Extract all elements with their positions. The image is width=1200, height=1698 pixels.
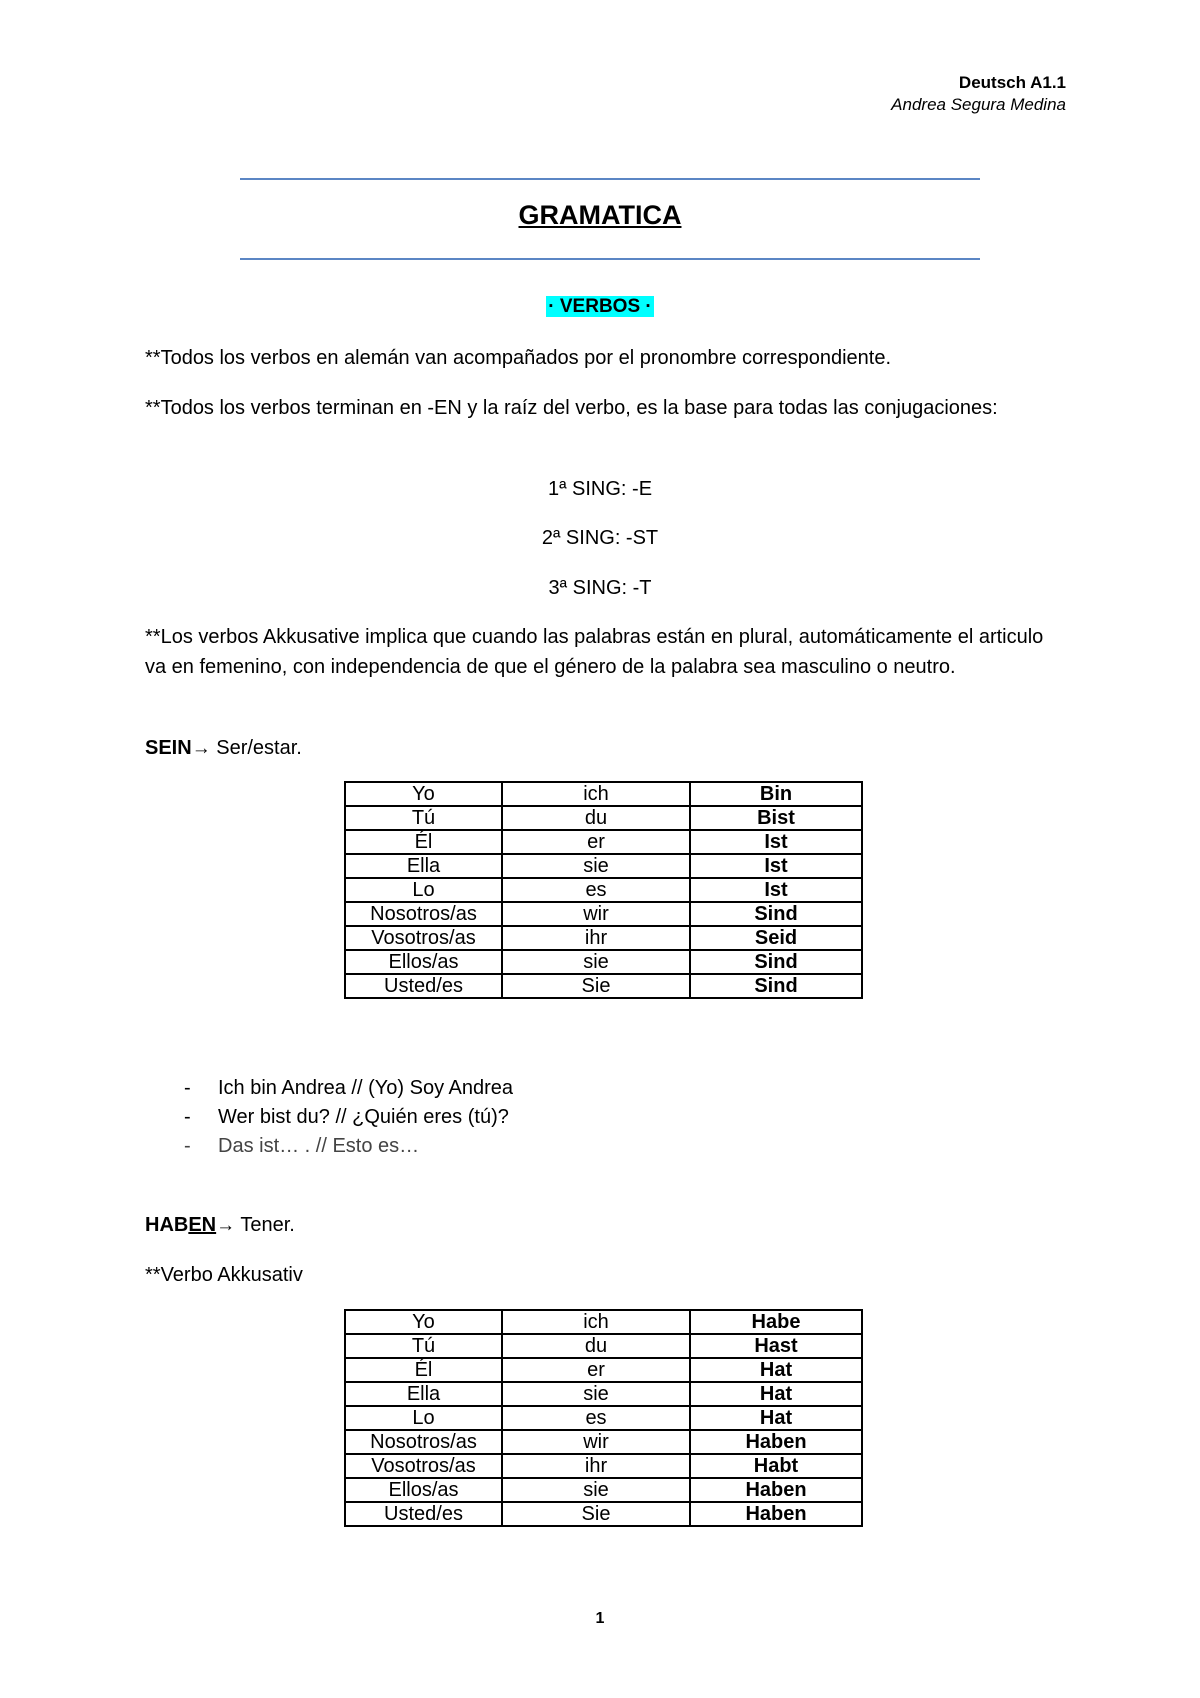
table-row xyxy=(345,1382,862,1406)
pronoun-es: Lo xyxy=(345,1406,502,1430)
verb-form: Haben xyxy=(690,1478,862,1502)
title-rule-top xyxy=(240,178,980,180)
haben-heading xyxy=(145,1210,1063,1241)
pronoun-es: Yo xyxy=(345,782,502,806)
pronoun-de: sie xyxy=(502,1382,690,1406)
verb-form: Habe xyxy=(690,1310,862,1334)
verb-form: Bin xyxy=(690,782,862,806)
haben-note: **Verbo Akkusativ xyxy=(145,1264,303,1286)
ending-1: 1ª SING: -E xyxy=(547,478,653,500)
title-rule-bottom xyxy=(240,258,980,260)
pronoun-es: Ellos/as xyxy=(345,950,502,974)
verb-form: Habt xyxy=(690,1454,862,1478)
sein-meaning: Ser/estar. xyxy=(210,737,302,759)
paragraph-2: **Todos los verbos terminan en -EN y la raíz del verbo, es la base para todas las conjugaciones: xyxy=(145,397,998,419)
pronoun-es: Nosotros/as xyxy=(345,902,502,926)
pronoun-es: Él xyxy=(345,830,502,854)
pronoun-de: es xyxy=(502,878,690,902)
paragraph-3: **Los verbos Akkusative implica que cuando las palabras están en plural, automáticamente el articulo va en femenino, con independencia de que el género de la palabra sea masculino o neutro. xyxy=(145,626,1044,678)
pronoun-es: Tú xyxy=(345,806,502,830)
haben-table xyxy=(344,1309,863,1527)
section-heading-label: · VERBOS · xyxy=(548,296,652,317)
table-row xyxy=(345,1454,862,1478)
verb-form: Hat xyxy=(690,1406,862,1430)
table-row xyxy=(345,1430,862,1454)
table-row xyxy=(345,830,862,854)
pronoun-de: ihr xyxy=(502,1454,690,1478)
pronoun-de: Sie xyxy=(502,1502,690,1526)
pronoun-es: Ellos/as xyxy=(345,1478,502,1502)
pronoun-es: Vosotros/as xyxy=(345,1454,502,1478)
haben-verb-ending: EN xyxy=(188,1214,217,1236)
table-row xyxy=(345,1334,862,1358)
table-row xyxy=(345,806,862,830)
verb-form: Ist xyxy=(690,878,862,902)
verb-form: Ist xyxy=(690,830,862,854)
pronoun-de: sie xyxy=(502,854,690,878)
table-row xyxy=(345,950,862,974)
table-row xyxy=(345,1406,862,1430)
ending-2: 2ª SING: -ST xyxy=(541,527,659,549)
sein-table xyxy=(344,781,863,999)
verb-form: Bist xyxy=(690,806,862,830)
table-row xyxy=(345,926,862,950)
pronoun-es: Usted/es xyxy=(345,974,502,998)
pronoun-de: wir xyxy=(502,902,690,926)
pronoun-es: Lo xyxy=(345,878,502,902)
verb-form: Hat xyxy=(690,1382,862,1406)
haben-verb xyxy=(145,1214,216,1236)
pronoun-de: ihr xyxy=(502,926,690,950)
page-number: 1 xyxy=(595,1610,605,1627)
pronoun-de: er xyxy=(502,1358,690,1382)
page-title: GRAMATICA xyxy=(518,200,682,230)
list-item: - Ich bin Andrea // (Yo) Soy Andrea xyxy=(180,1074,513,1103)
paragraph-1: **Todos los verbos en alemán van acompañados por el pronombre correspondiente. xyxy=(145,347,892,369)
verb-form: Hast xyxy=(690,1334,862,1358)
example-list xyxy=(180,1074,513,1161)
sein-verb: SEIN xyxy=(145,737,192,759)
table-row xyxy=(345,1502,862,1526)
pronoun-es: Ella xyxy=(345,1382,502,1406)
pronoun-es: Ella xyxy=(345,854,502,878)
sein-heading xyxy=(145,733,1063,764)
pronoun-es: Yo xyxy=(345,1310,502,1334)
verb-form: Sind xyxy=(690,902,862,926)
pronoun-es: Tú xyxy=(345,1334,502,1358)
pronoun-de: ich xyxy=(502,1310,690,1334)
pronoun-de: Sie xyxy=(502,974,690,998)
verb-form: Haben xyxy=(690,1502,862,1526)
pronoun-es: Vosotros/as xyxy=(345,926,502,950)
course-name: Deutsch A1.1 xyxy=(958,73,1066,92)
haben-meaning: Tener. xyxy=(235,1214,295,1236)
verb-form: Haben xyxy=(690,1430,862,1454)
section-heading xyxy=(0,296,1200,318)
pronoun-de: ich xyxy=(502,782,690,806)
pronoun-es: Nosotros/as xyxy=(345,1430,502,1454)
table-row xyxy=(345,854,862,878)
table-row xyxy=(345,902,862,926)
author-name: Andrea Segura Medina xyxy=(891,95,1066,114)
list-item: - Wer bist du? // ¿Quién eres (tú)? xyxy=(180,1103,513,1132)
table-row xyxy=(345,1478,862,1502)
verb-form: Hat xyxy=(690,1358,862,1382)
page-header xyxy=(891,72,1066,116)
verb-form: Sind xyxy=(690,950,862,974)
haben-verb-stem: HAB xyxy=(145,1214,189,1236)
pronoun-de: wir xyxy=(502,1430,690,1454)
pronoun-de: sie xyxy=(502,950,690,974)
ending-3: 3ª SING: -T xyxy=(548,577,652,599)
table-row xyxy=(345,1358,862,1382)
table-row xyxy=(345,782,862,806)
table-row xyxy=(345,1310,862,1334)
list-item: - Das ist… . // Esto es… xyxy=(180,1132,513,1161)
pronoun-es: Usted/es xyxy=(345,1502,502,1526)
pronoun-de: es xyxy=(502,1406,690,1430)
table-row xyxy=(345,878,862,902)
verb-form: Sind xyxy=(690,974,862,998)
pronoun-de: du xyxy=(502,806,690,830)
pronoun-de: er xyxy=(502,830,690,854)
pronoun-de: sie xyxy=(502,1478,690,1502)
table-row xyxy=(345,974,862,998)
verb-form: Seid xyxy=(690,926,862,950)
pronoun-es: Él xyxy=(345,1358,502,1382)
pronoun-de: du xyxy=(502,1334,690,1358)
verb-form: Ist xyxy=(690,854,862,878)
arrow-icon: → xyxy=(191,738,211,759)
arrow-icon: → xyxy=(216,1215,236,1236)
